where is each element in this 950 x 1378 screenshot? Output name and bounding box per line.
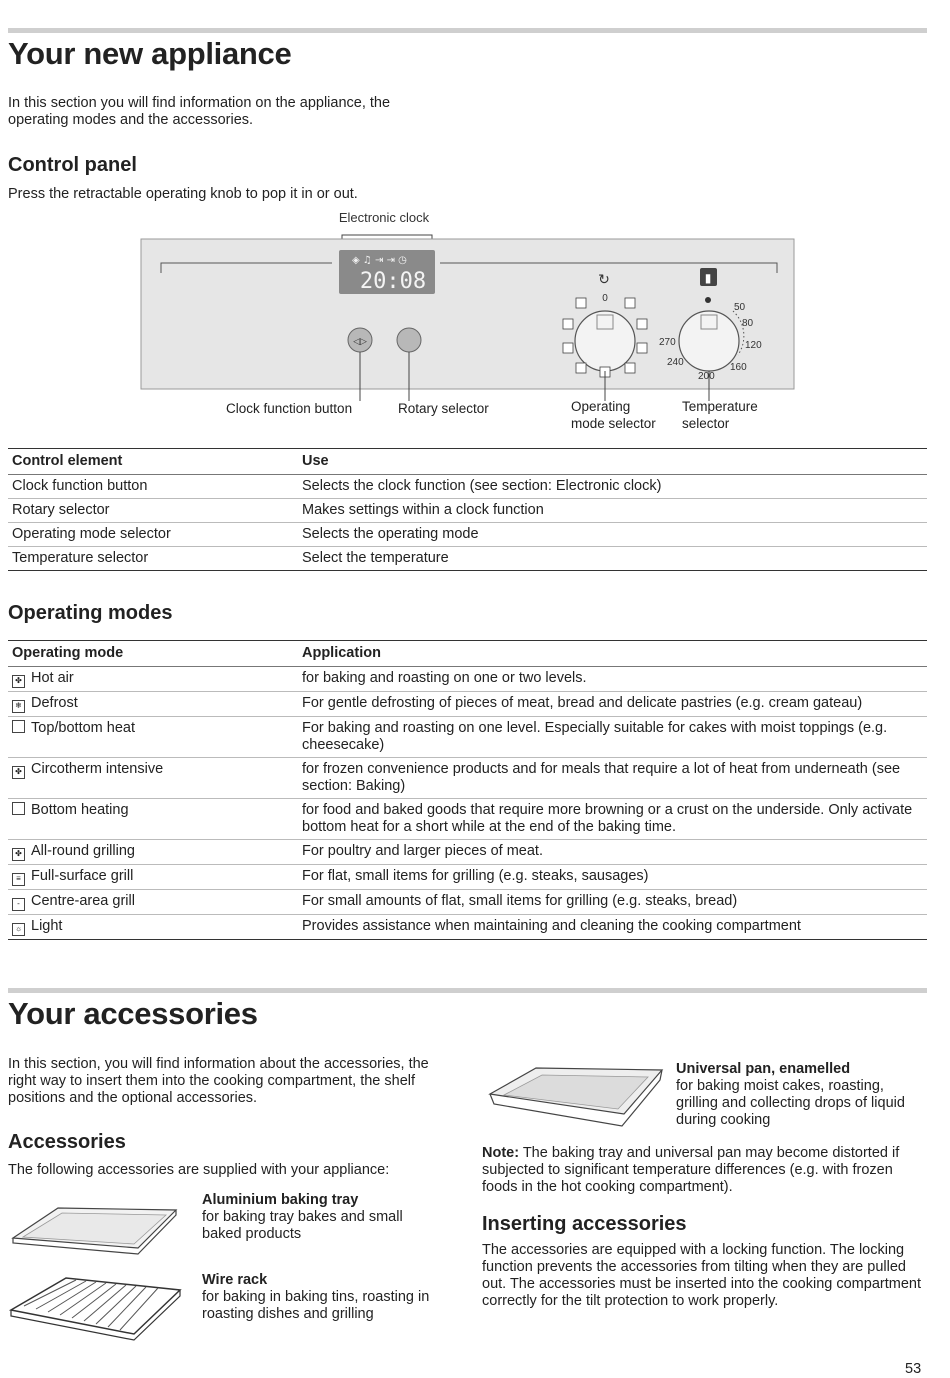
section-intro: In this section you will find information on the appliance, the operating modes and the accessories. (8, 95, 391, 128)
svg-text:▮: ▮ (704, 271, 712, 285)
temperature-selector-label: Temperature selector (682, 399, 758, 431)
section-divider (8, 988, 927, 993)
hot-air-icon: ✤ (12, 675, 25, 688)
operating-mode-label: Full-surface grill (31, 868, 134, 884)
accessory-desc: for baking in baking tins, roasting in roasting dishes and grilling (202, 1289, 430, 1322)
accessory-item (676, 1061, 926, 1129)
operating-mode-selector-label: Operating mode selector (571, 399, 656, 431)
defrost-icon: ❄ (12, 700, 25, 713)
operating-mode-label: Defrost (31, 695, 78, 711)
table-row (8, 799, 927, 840)
operating-mode-label: Centre-area grill (31, 893, 135, 909)
svg-text:200: 200 (698, 371, 715, 382)
table-header: Application (298, 641, 927, 667)
section-title: Your accessories (8, 996, 258, 1031)
svg-text:50: 50 (734, 302, 746, 313)
operating-mode-application: For gentle defrosting of pieces of meat, bread and delicate pastries (e.g. cream gateau) (298, 692, 927, 717)
operating-mode-application: for frozen convenience products and for meals that require a lot of heat from underneath (see section: Baking) (298, 758, 927, 799)
svg-text:◁▷: ◁▷ (353, 337, 367, 347)
bottom-heating-icon (12, 802, 25, 815)
operating-mode-application: For flat, small items for grilling (e.g. steaks, sausages) (298, 865, 927, 890)
light-icon: ☼ (12, 923, 25, 936)
svg-text:240: 240 (667, 357, 684, 368)
table-row: Rotary selector Makes settings within a clock function (8, 499, 927, 523)
operating-mode-application: For small amounts of flat, small items for grilling (e.g. steaks, bread) (298, 890, 927, 915)
svg-text:160: 160 (730, 362, 747, 373)
operating-mode-knob (575, 311, 635, 371)
control-element-table (8, 448, 927, 571)
baking-tray-image (8, 1200, 183, 1270)
accessory-name: Universal pan, enamelled (676, 1061, 851, 1077)
rotary-selector-button (397, 328, 421, 352)
note-text: The baking tray and universal pan may become distorted if subjected to significant temperature differences (e.g. with frozen foods in the hot cooking compartment). (482, 1145, 900, 1195)
clock-function-button-label: Clock function button (226, 401, 353, 416)
full-surface-grill-icon: ≡ (12, 873, 25, 886)
universal-pan-image (486, 1062, 666, 1137)
control-panel-heading: Control panel (8, 154, 137, 176)
accessory-item (202, 1272, 462, 1323)
operating-mode-label: All-round grilling (31, 843, 135, 859)
section-intro: In this section, you will find information about the accessories, the right way to insert them into the cooking compartment, the shelf positions and the optional accessories. (8, 1056, 429, 1106)
circotherm-intensive-icon: ✤ (12, 766, 25, 779)
inserting-accessories-heading: Inserting accessories (482, 1213, 687, 1235)
svg-text:120: 120 (745, 340, 762, 351)
all-round-grilling-icon: ✤ (12, 848, 25, 861)
section-divider (8, 28, 927, 33)
operating-mode-label: Bottom heating (31, 802, 129, 818)
table-row (8, 865, 927, 890)
operating-mode-label: Hot air (31, 670, 74, 686)
operating-mode-label: Top/bottom heat (31, 720, 135, 736)
accessory-desc: for baking moist cakes, roasting, grilling and collecting drops of liquid during cooking (676, 1078, 905, 1128)
accessories-text: The following accessories are supplied with your appliance: (8, 1162, 390, 1178)
accessory-desc: for baking tray bakes and small baked products (202, 1209, 403, 1242)
clock-time: 20:08 (359, 269, 427, 294)
operating-mode-application: for baking and roasting on one or two levels. (298, 667, 927, 692)
svg-text:270: 270 (659, 337, 676, 348)
operating-modes-heading: Operating modes (8, 602, 173, 624)
table-row (8, 758, 927, 799)
table-row: Operating mode selector Selects the operating mode (8, 523, 927, 547)
accessory-name: Wire rack (202, 1272, 268, 1288)
electronic-clock-label: Electronic clock (338, 210, 430, 225)
svg-text:80: 80 (742, 318, 754, 329)
operating-mode-application: For baking and roasting on one level. Especially suitable for cakes with moist toppings (e.g. cheesecake) (298, 717, 927, 758)
top-bottom-heat-icon (12, 720, 25, 733)
operating-mode-application: For poultry and larger pieces of meat. (298, 840, 927, 865)
table-row (8, 692, 927, 717)
note-label: Note: (482, 1145, 520, 1161)
control-panel-text: Press the retractable operating knob to pop it in or out. (8, 186, 358, 202)
table-row: Clock function button Selects the clock function (see section: Electronic clock) (8, 475, 927, 499)
svg-text:0: 0 (602, 293, 608, 304)
accessories-heading: Accessories (8, 1131, 126, 1153)
operating-modes-table (8, 640, 927, 940)
table-header: Use (298, 449, 927, 475)
section-title: Your new appliance (8, 36, 292, 71)
table-row (8, 840, 927, 865)
table-row (8, 890, 927, 915)
table-row (8, 667, 927, 692)
table-row: Temperature selector Select the temperature (8, 547, 927, 571)
operating-mode-application: for food and baked goods that require more browning or a crust on the underside. Only activate bottom heat for a short while at the end of the baking time. (298, 799, 927, 840)
power-symbol-icon: ↻ (598, 272, 610, 288)
rotary-selector-label: Rotary selector (398, 401, 489, 416)
operating-mode-label: Circotherm intensive (31, 761, 164, 777)
accessory-name: Aluminium baking tray (202, 1192, 359, 1208)
note (482, 1145, 927, 1196)
clock-status-icons: ◈ ♫ ⇥ ⇥ ◷ (352, 255, 407, 266)
table-row (8, 717, 927, 758)
operating-mode-application: Provides assistance when maintaining and cleaning the cooking compartment (298, 915, 927, 940)
table-header: Operating mode (8, 641, 298, 667)
wire-rack-image (6, 1272, 186, 1344)
centre-area-grill-icon: - (12, 898, 25, 911)
operating-mode-label: Light (31, 918, 63, 934)
page-number: 53 (905, 1361, 922, 1377)
table-row (8, 915, 927, 940)
table-header: Control element (8, 449, 298, 475)
inserting-accessories-text: The accessories are equipped with a locking function. The locking function prevents the accessories from tilting when they are pulled out. The accessories must be inserted into the cooking compartment correctly for the tilt protection to work properly. (482, 1242, 921, 1309)
accessory-item (202, 1192, 442, 1243)
